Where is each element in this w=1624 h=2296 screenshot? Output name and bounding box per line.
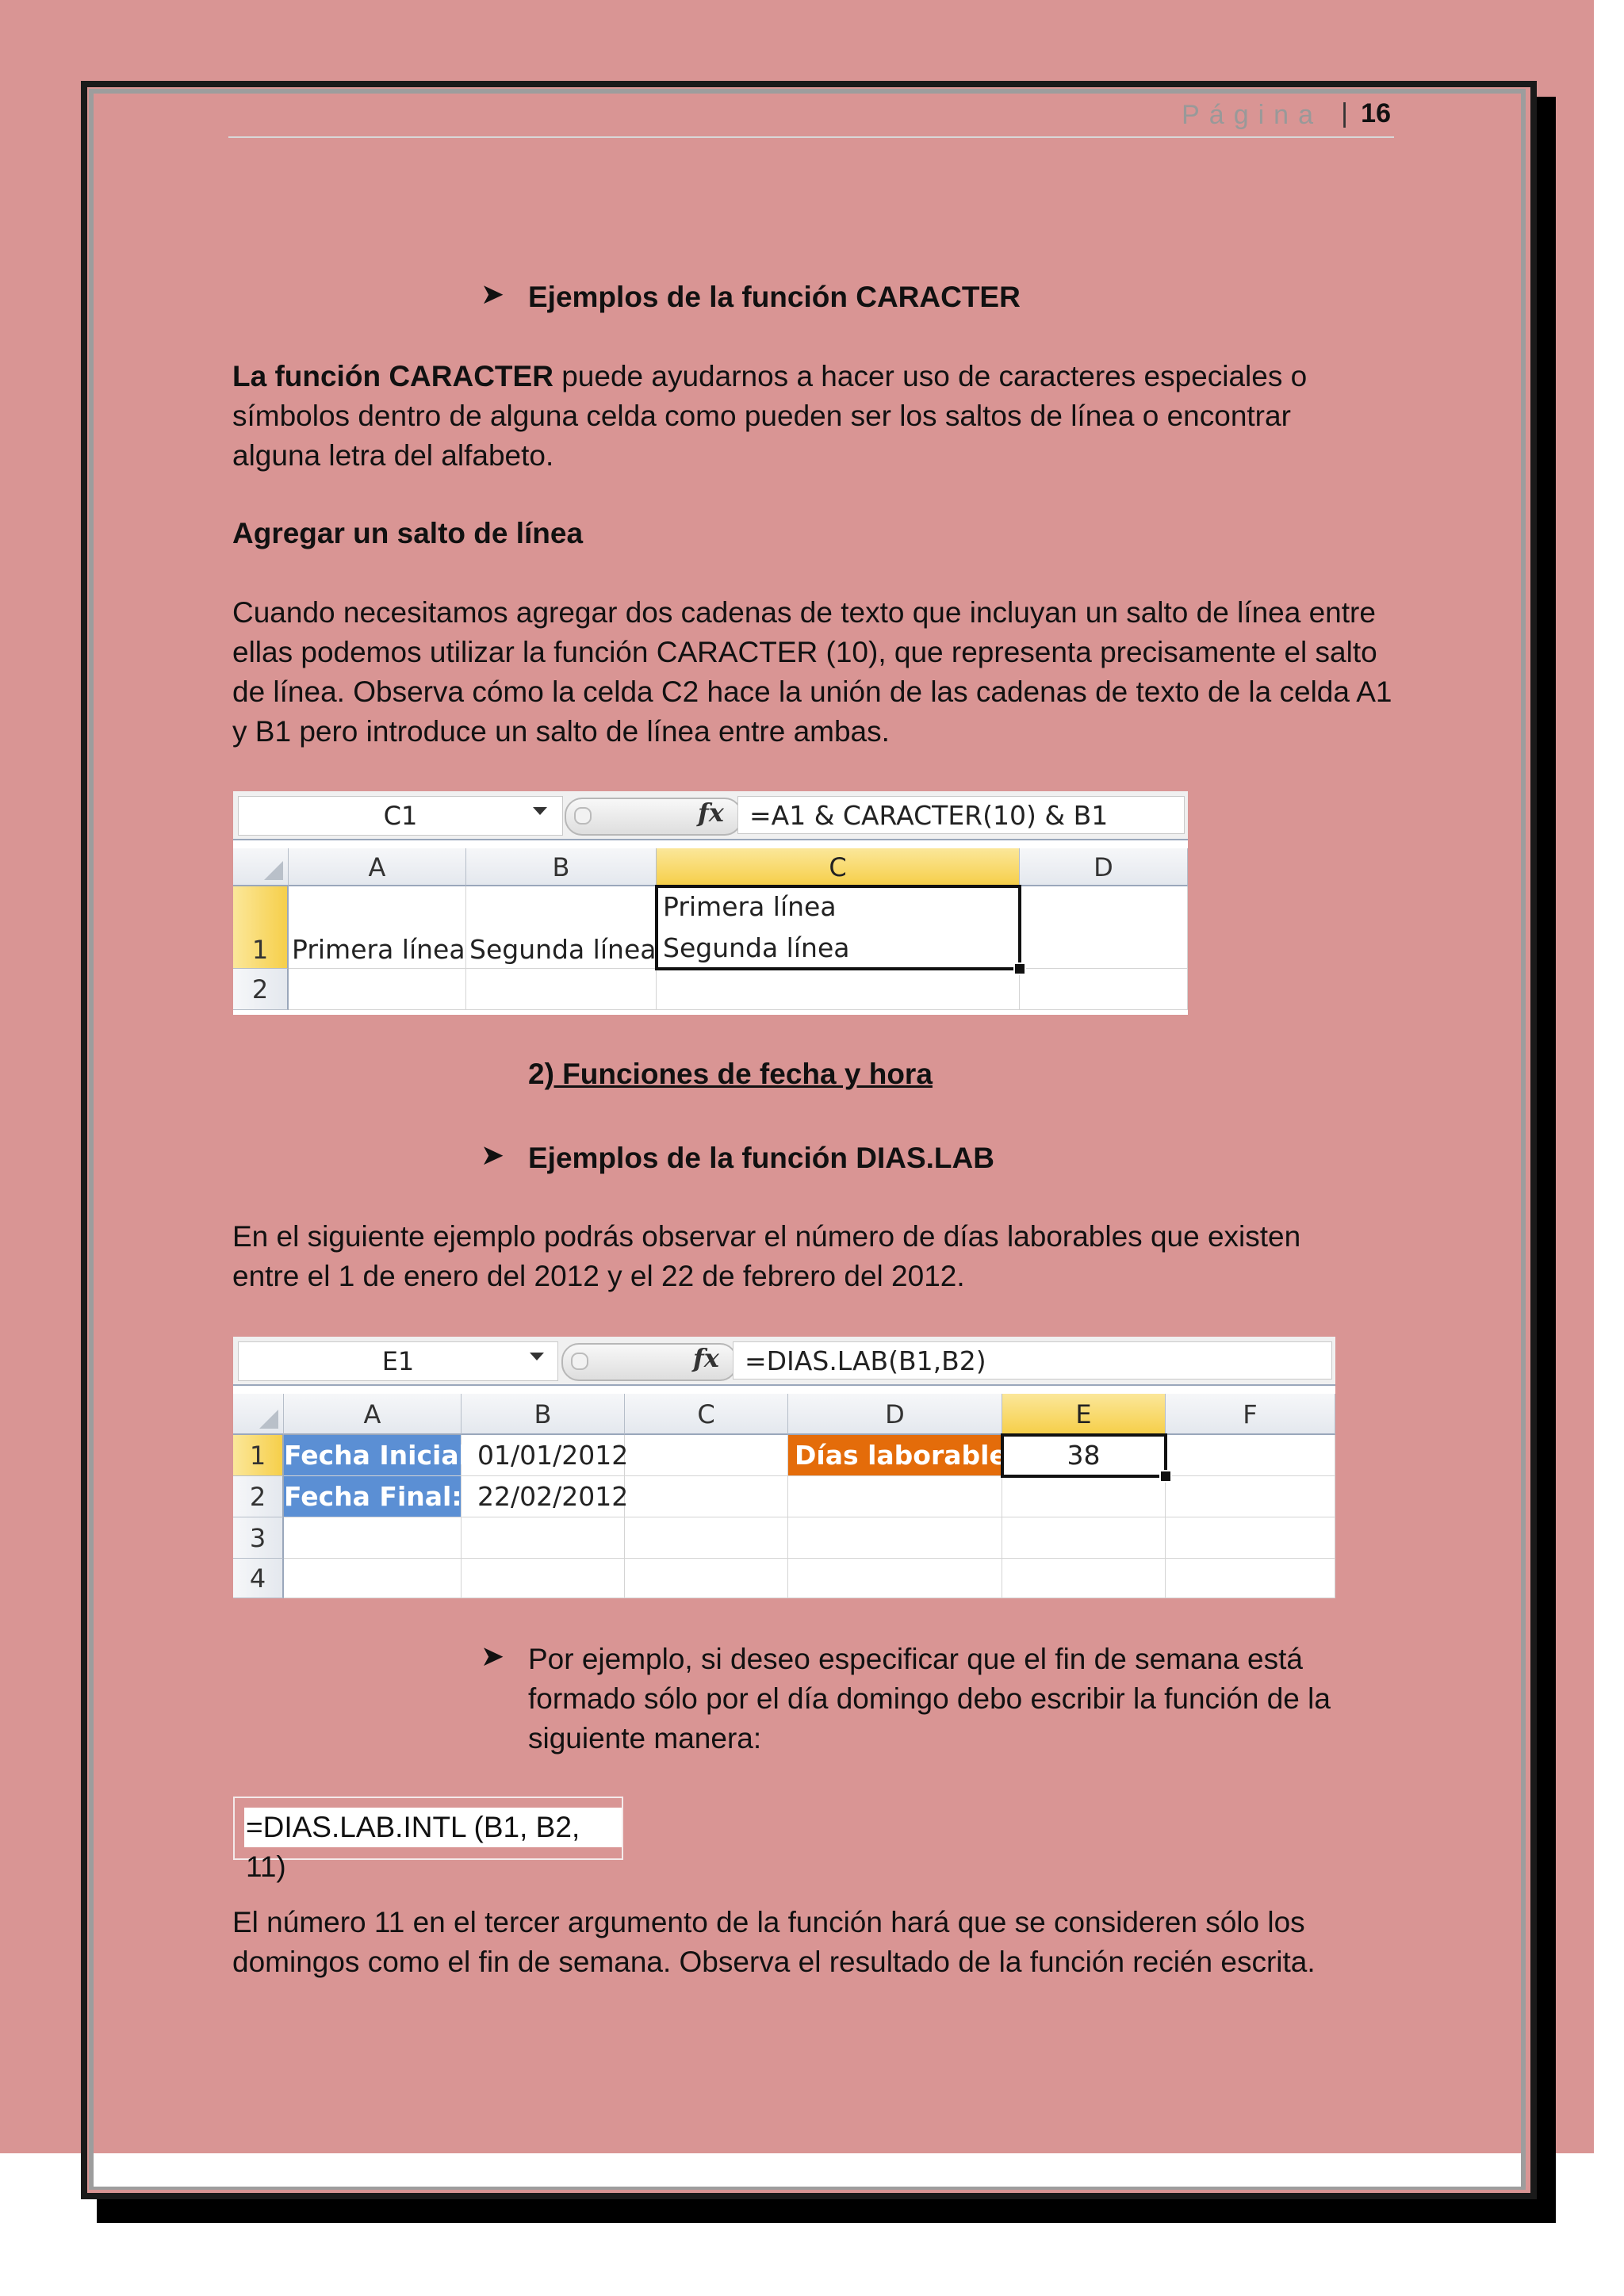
page-label: Página (1182, 100, 1323, 130)
fecha-title-text: ) Funciones de fecha y hora (544, 1058, 933, 1090)
cell-b1[interactable]: Segunda línea (466, 886, 657, 969)
name-box[interactable]: E1 (238, 1341, 558, 1381)
cell-e2[interactable] (1002, 1476, 1166, 1517)
caracter-intro-line-2: símbolos dentro de alguna celda como pueden ser los saltos de línea o encontrar (232, 400, 1291, 432)
column-header-d[interactable]: D (788, 1394, 1002, 1435)
caracter-para-line-2: ellas podemos utilizar la función CARACTER (10), que representa precisamente el salto (232, 636, 1377, 668)
cell-c1[interactable] (625, 1435, 788, 1476)
formula-input[interactable]: =A1 & CARACTER(10) & B1 (737, 796, 1185, 834)
cell-b4[interactable] (462, 1559, 625, 1598)
row-header-2[interactable]: 2 (233, 1476, 284, 1517)
dias-lab-heading: Ejemplos de la función DIAS.LAB (528, 1142, 994, 1174)
column-header-c[interactable]: C (657, 848, 1020, 886)
fecha-section-title (528, 1054, 933, 1094)
fx-icon[interactable]: fx (693, 1343, 719, 1373)
caracter-para-line-3: de línea. Observa cómo la celda C2 hace la unión de las cadenas de texto de la celda A1 (232, 675, 1392, 708)
cell-f1[interactable] (1166, 1435, 1335, 1476)
name-box[interactable]: C1 (238, 796, 563, 836)
column-header-b[interactable]: B (462, 1394, 625, 1435)
cell-c2[interactable] (657, 969, 1020, 1010)
intl-para-line-1: El número 11 en el tercer argumento de la función hará que se consideren sólo los (232, 1906, 1305, 1938)
cell-a1[interactable]: Fecha Inicial: (284, 1435, 462, 1476)
row-header-3[interactable]: 3 (233, 1517, 284, 1559)
page-header (228, 94, 1394, 138)
cell-a1[interactable]: Primera línea (289, 886, 466, 969)
column-header-b[interactable]: B (466, 848, 657, 886)
fecha-para-line-1: En el siguiente ejemplo podrás observar el número de días laborables que existen (232, 1220, 1301, 1253)
caracter-intro-line-1 (232, 357, 1307, 396)
row-header-1[interactable]: 1 (233, 886, 289, 969)
row-header-1[interactable]: 1 (233, 1435, 284, 1476)
caracter-heading: Ejemplos de la función CARACTER (528, 281, 1021, 313)
cell-d4[interactable] (788, 1559, 1002, 1598)
cell-a2[interactable] (289, 969, 466, 1010)
page-bottom-strip (94, 2153, 1521, 2187)
cell-f2[interactable] (1166, 1476, 1335, 1517)
formula-input[interactable]: =DIAS.LAB(B1,B2) (733, 1341, 1332, 1380)
cell-a2[interactable]: Fecha Final: (284, 1476, 462, 1517)
active-cell-border (655, 885, 1021, 970)
cell-a4[interactable] (284, 1559, 462, 1598)
formula-example-box (233, 1797, 623, 1883)
caracter-intro-rest: puede ayudarnos a hacer uso de caracteres especiales o (553, 360, 1308, 392)
name-box-dropdown-icon[interactable] (533, 807, 547, 815)
fx-icon[interactable]: fx (698, 798, 724, 828)
column-header-d[interactable]: D (1020, 848, 1188, 886)
cell-f3[interactable] (1166, 1517, 1335, 1559)
column-header-c[interactable]: C (625, 1394, 788, 1435)
caracter-intro-line-3: alguna letra del alfabeto. (232, 439, 554, 472)
row-header-2[interactable]: 2 (233, 969, 289, 1010)
column-header-a[interactable]: A (289, 848, 466, 886)
cell-d2[interactable] (788, 1476, 1002, 1517)
cell-c1-line-1: Primera línea (663, 891, 837, 922)
name-box-dropdown-icon[interactable] (530, 1353, 544, 1360)
arrow-bullet-icon: ➤ (481, 1640, 505, 1672)
intl-bullet-line-2: formado sólo por el día domingo debo escribir la función de la (528, 1682, 1331, 1715)
cell-d1[interactable]: Días laborables: (788, 1435, 1002, 1476)
excel-screenshot-dias-lab (233, 1337, 1335, 1598)
cell-b2[interactable]: 22/02/2012 (462, 1476, 625, 1517)
row-header-4[interactable]: 4 (233, 1559, 284, 1598)
caracter-para-line-1: Cuando necesitamos agregar dos cadenas de texto que incluyan un salto de línea entre (232, 596, 1376, 629)
fill-handle[interactable] (1013, 962, 1026, 975)
line-break-subheading: Agregar un salto de línea (232, 517, 584, 549)
cell-c1-line-2: Segunda línea (663, 932, 850, 963)
active-cell-border (1001, 1433, 1167, 1478)
select-all-corner[interactable] (233, 1394, 284, 1435)
page-number: 16 (1361, 98, 1391, 128)
fecha-para-line-2: entre el 1 de enero del 2012 y el 22 de febrero del 2012. (232, 1260, 965, 1292)
arrow-bullet-icon: ➤ (481, 277, 505, 310)
cell-f4[interactable] (1166, 1559, 1335, 1598)
cell-e4[interactable] (1002, 1559, 1166, 1598)
arrow-bullet-icon: ➤ (481, 1138, 505, 1171)
cell-e3[interactable] (1002, 1517, 1166, 1559)
cell-d1[interactable] (1020, 886, 1188, 969)
excel-screenshot-caracter (233, 791, 1188, 1015)
intl-bullet-line-1: Por ejemplo, si deseo especificar que el fin de semana está (528, 1643, 1303, 1675)
fill-handle[interactable] (1159, 1470, 1172, 1483)
cell-d2[interactable] (1020, 969, 1188, 1010)
formula-bar (233, 1337, 1335, 1386)
column-header-e[interactable]: E (1002, 1394, 1166, 1435)
intl-para-line-2: domingos como el fin de semana. Observa el resultado de la función recién escrita. (232, 1946, 1316, 1978)
formula-bar (233, 791, 1188, 840)
fecha-title-number: 2 (528, 1058, 545, 1090)
cell-d3[interactable] (788, 1517, 1002, 1559)
column-header-a[interactable]: A (284, 1394, 462, 1435)
cell-b3[interactable] (462, 1517, 625, 1559)
formula-example: =DIAS.LAB.INTL (B1, B2, 11) (244, 1808, 622, 1847)
column-header-f[interactable]: F (1166, 1394, 1335, 1435)
cell-b2[interactable] (466, 969, 657, 1010)
cell-c3[interactable] (625, 1517, 788, 1559)
cell-a3[interactable] (284, 1517, 462, 1559)
intl-bullet-line-3: siguiente manera: (528, 1722, 762, 1755)
cell-c2[interactable] (625, 1476, 788, 1517)
cell-e1[interactable]: 38 (1002, 1435, 1166, 1476)
caracter-para-line-4: y B1 pero introduce un salto de línea entre ambas. (232, 715, 890, 748)
page-separator: | (1341, 98, 1348, 128)
cell-b1[interactable]: 01/01/2012 (462, 1435, 625, 1476)
select-all-corner[interactable] (233, 848, 289, 886)
cell-c4[interactable] (625, 1559, 788, 1598)
caracter-intro-bold: La función CARACTER (232, 360, 553, 392)
